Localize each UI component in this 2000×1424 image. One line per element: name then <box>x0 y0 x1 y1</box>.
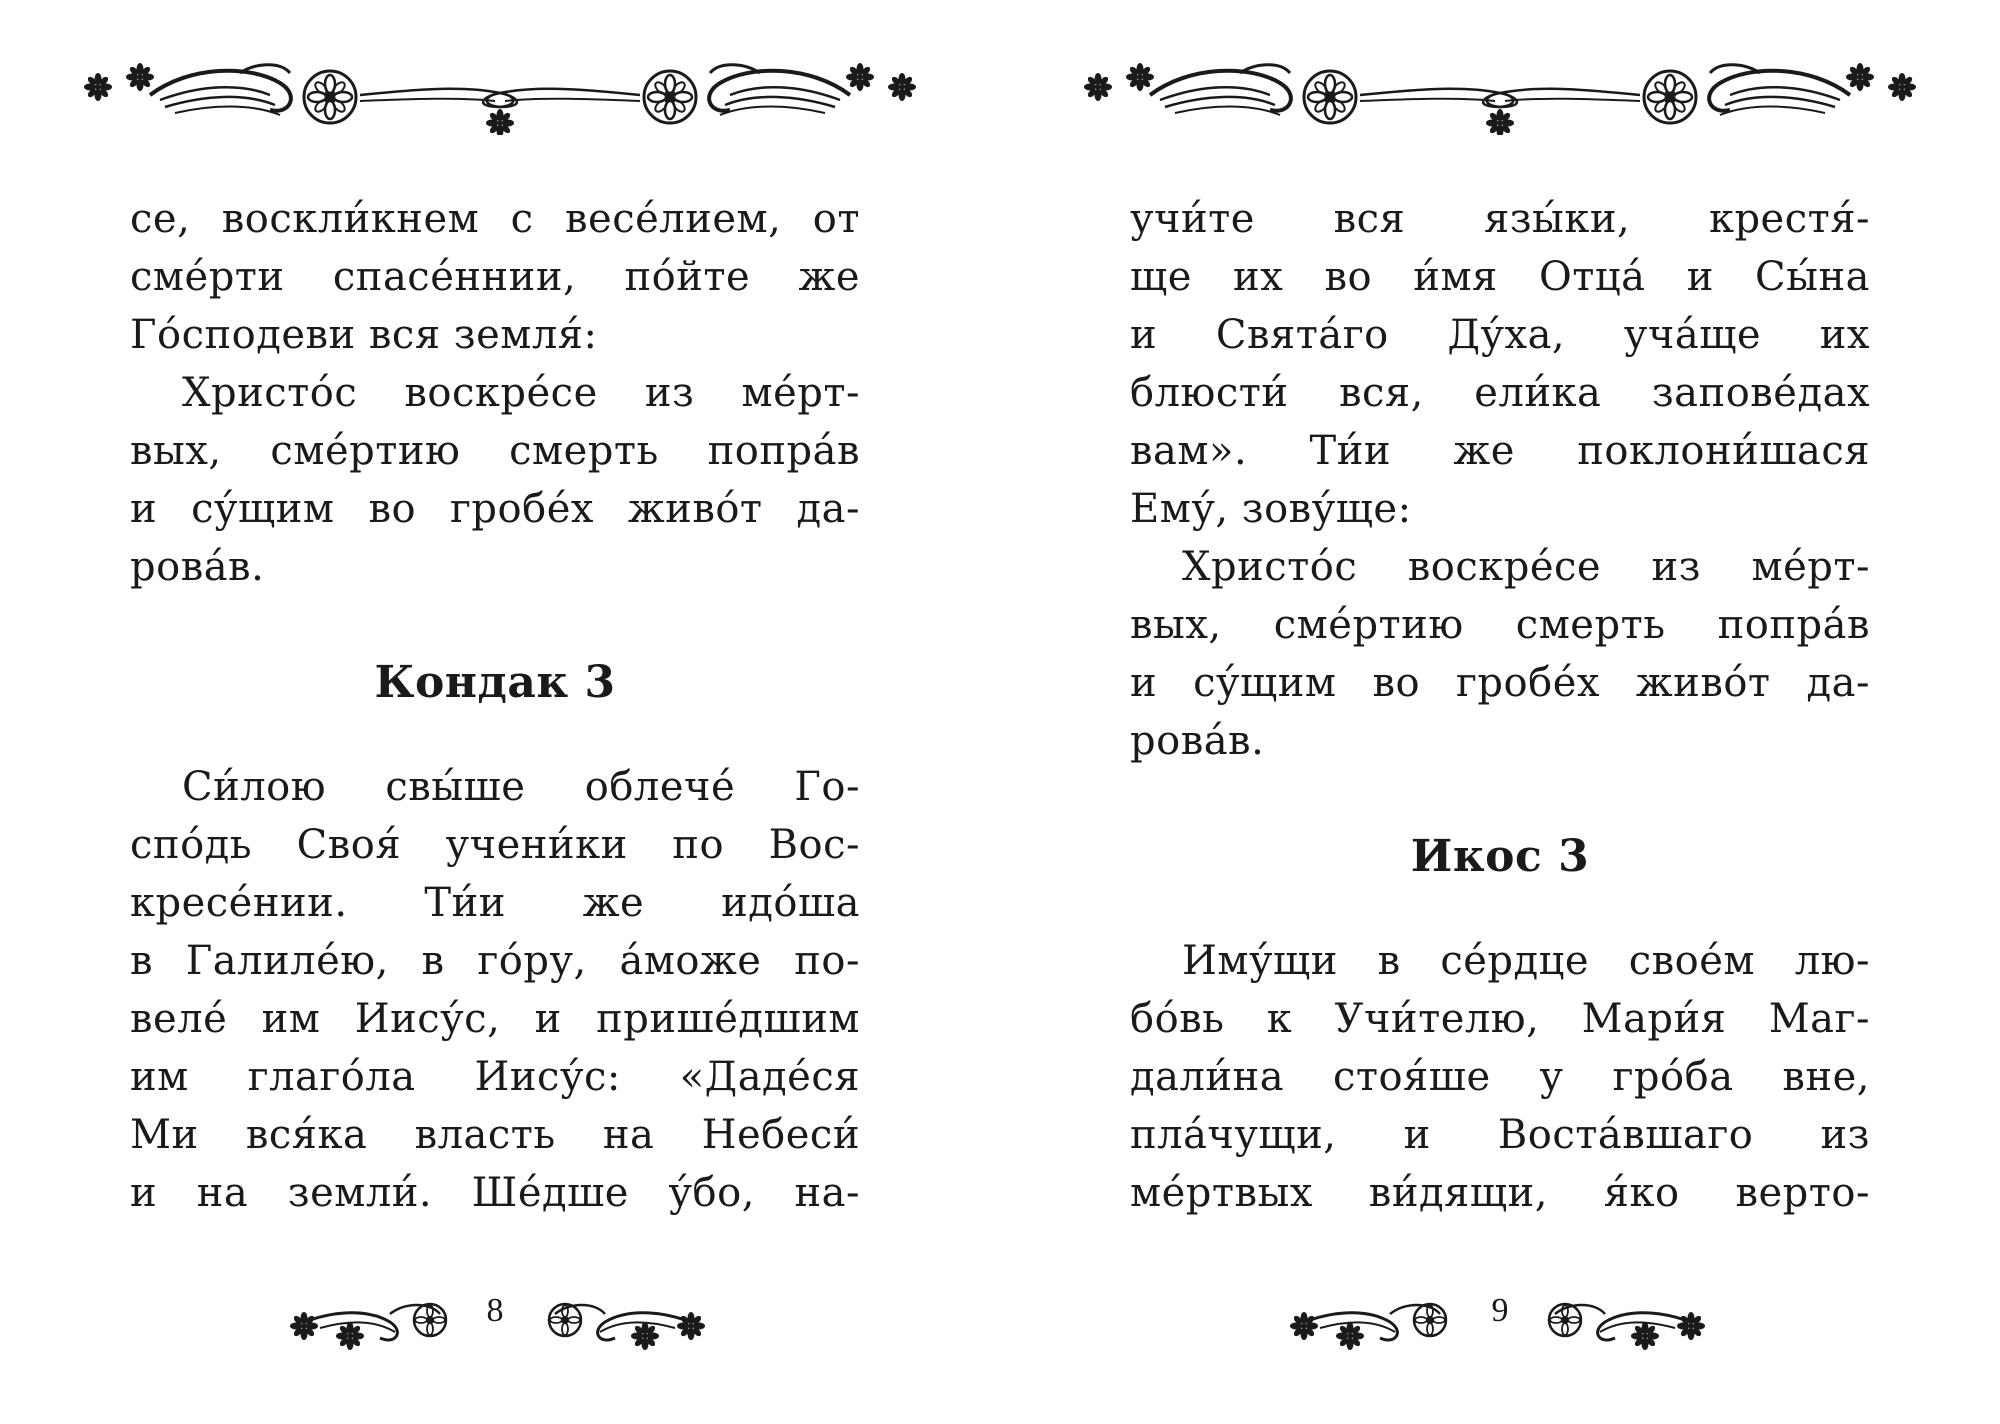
text-line: кресе́нии. Ти́и же идо́ша <box>130 880 860 926</box>
text-line: Христо́с воскре́се из ме́рт- <box>182 370 860 416</box>
right-page <box>1000 0 2000 1424</box>
text-line: и Свята́го Ду́ха, уча́ще их <box>1130 312 1870 358</box>
left-kontakion-text <box>130 758 860 1222</box>
text-line: Си́лою свы́ше облече́ Го- <box>182 764 860 810</box>
text-line: бо́вь к Учи́телю, Мари́я Маг- <box>1130 996 1870 1042</box>
right-refrain <box>1130 538 1870 770</box>
right-ikos-text <box>1130 932 1870 1222</box>
left-section-heading: Кондак 3 <box>374 657 616 708</box>
text-line: вам». Ти́и же поклони́шася <box>1130 428 1870 474</box>
text-line: ме́ртвых ви́дящи, я́ко верто- <box>1130 1170 1870 1216</box>
text-line: и су́щим во гробе́х живо́т да- <box>130 486 860 532</box>
text-line: блюсти́ вся, ели́ка запове́дах <box>1130 370 1870 416</box>
text-line: пла́чущи, и Воста́вшаго из <box>1130 1112 1870 1158</box>
text-line: дали́на стоя́ше у гро́ба вне, <box>1130 1054 1870 1100</box>
header-ornament-right <box>1080 55 1920 135</box>
text-line: веле́ им Иису́с, и прише́дшим <box>130 996 860 1042</box>
page-number: 8 <box>486 1292 504 1329</box>
left-page-text <box>130 190 860 1222</box>
text-line: им глаго́ла Иису́с: «Дадéся <box>130 1054 860 1100</box>
left-refrain <box>130 364 860 596</box>
text-line: в Галиле́ю, в го́ру, а́може по- <box>130 938 860 984</box>
text-line: рова́в. <box>130 544 265 590</box>
text-line: сме́рти спасе́ннии, по́йте же <box>130 254 860 300</box>
text-line: Ми вся́ка власть на Небеси́ <box>130 1112 860 1158</box>
text-line: се, воскли́кнем с весе́лием, от <box>130 196 860 242</box>
text-line: вых, сме́ртию смерть попра́в <box>1130 602 1870 648</box>
header-ornament-left <box>80 55 920 135</box>
text-line: вых, сме́ртию смерть попра́в <box>130 428 860 474</box>
text-line: рова́в. <box>1130 718 1265 764</box>
text-line: и су́щим во гробе́х живо́т да- <box>1130 660 1870 706</box>
text-line: Иму́щи в се́рдце свое́м лю- <box>1182 938 1870 984</box>
text-line: и на земли́. Ше́дше у́бо, на- <box>130 1170 860 1216</box>
text-line: Христо́с воскре́се из ме́рт- <box>1182 544 1870 590</box>
page-number: 9 <box>1491 1292 1509 1329</box>
text-line: ще их во и́мя Отца́ и Сы́на <box>1130 254 1870 300</box>
left-paragraph-continuation <box>130 190 860 364</box>
text-line: Ему́, зову́ще: <box>1130 486 1412 532</box>
right-page-text <box>1130 190 1870 1222</box>
right-paragraph-continuation <box>1130 190 1870 538</box>
text-line: спо́дь Своя́ учени́ки по Вос- <box>130 822 860 868</box>
text-line: учи́те вся язы́ки, крестя́- <box>1130 196 1870 242</box>
text-line: Го́сподеви вся земля́: <box>130 312 598 358</box>
right-section-heading: Икос 3 <box>1410 831 1590 882</box>
